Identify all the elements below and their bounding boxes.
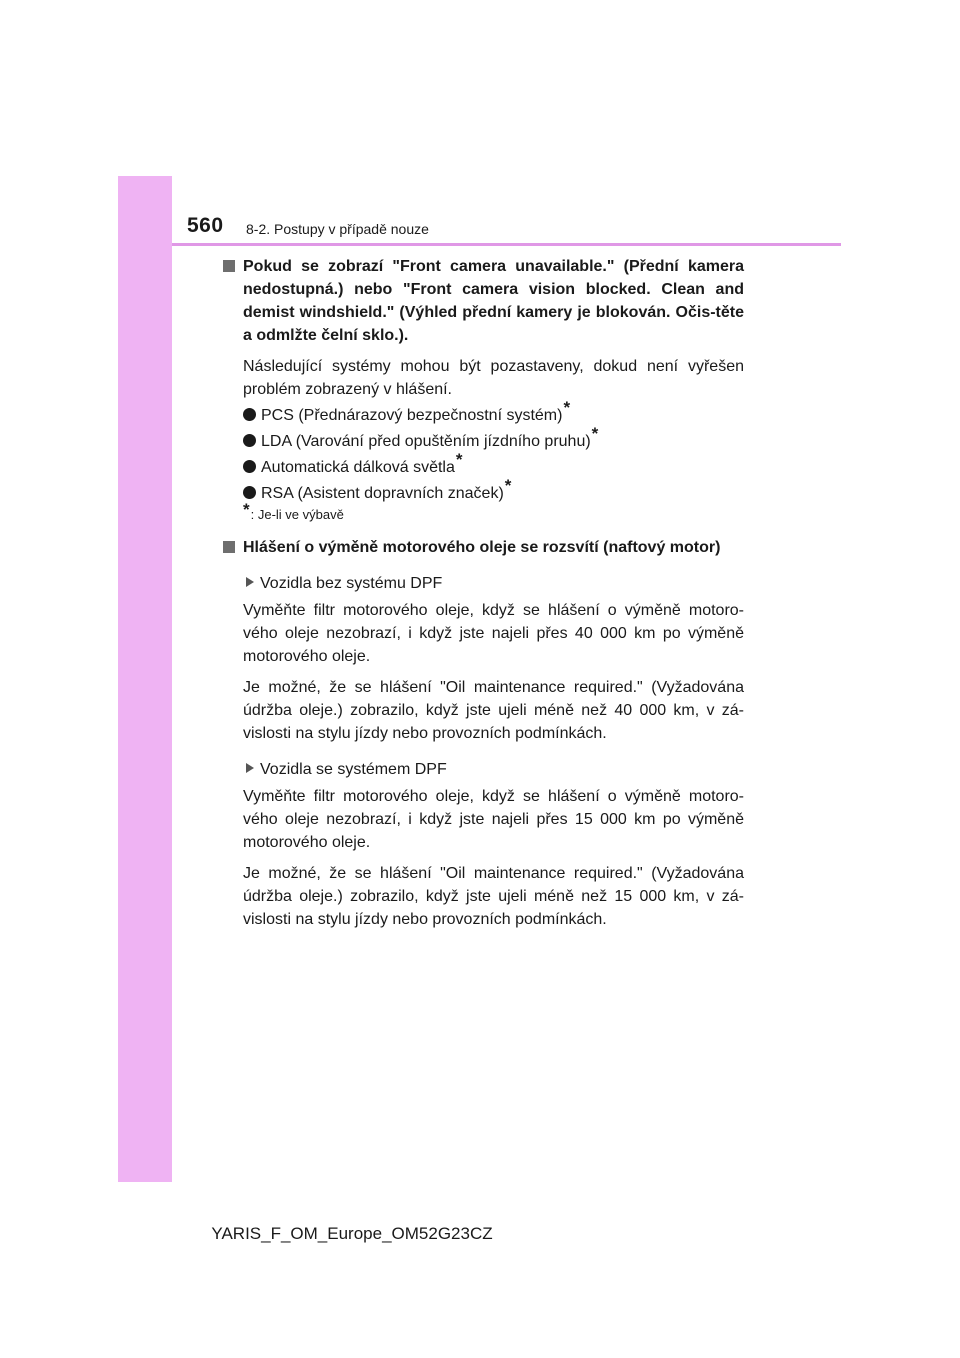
list-item <box>220 424 744 453</box>
list-item <box>220 450 744 479</box>
footnote-star: * <box>455 450 463 469</box>
square-bullet-icon <box>223 541 235 553</box>
square-bullet-icon <box>223 260 235 272</box>
footnote-star: * <box>591 424 599 443</box>
oil-change-heading-text: Hlášení o výměně motorového oleje se rozsvítí (naftový motor) <box>243 539 721 556</box>
subheading-text: Vozidla bez systému DPF <box>260 575 443 592</box>
round-bullet-icon <box>243 486 256 499</box>
page-content <box>220 255 744 931</box>
paragraph: Vyměňte filtr motorového oleje, když se hlášení o výměně motoro-vého oleje nezobrazí, i když jste najeli přes 15 000 km po výměně motorového oleje. <box>243 788 744 851</box>
paragraph: Je možné, že se hlášení "Oil maintenance required." (Vyžadována údržba oleje.) zobrazilo, když jste ujeli méně než 15 000 km, v zá-vislosti na stylu jízdy nebo provozních podmínkách. <box>243 865 744 928</box>
subheading-without-dpf <box>220 572 744 595</box>
header-rule <box>172 243 841 246</box>
section-title: 8-2. Postupy v případě nouze <box>246 221 429 237</box>
paragraph: Je možné, že se hlášení "Oil maintenance required." (Vyžadována údržba oleje.) zobrazilo, když jste ujeli méně než 40 000 km, v zá-vislosti na stylu jízdy nebo provozních podmínkách. <box>243 679 744 742</box>
footnote-star: * <box>563 398 571 417</box>
footnote <box>220 500 744 523</box>
footnote-text: : Je-li ve výbavě <box>250 507 344 522</box>
camera-warning-heading-text: Pokud se zobrazí "Front camera unavailable." (Přední kamera nedostupná.) nebo "Front camera vision blocked. Clean and demist windshield." (Výhled přední kamery je blokován. Očis-těte a odmlžte čelní sklo.). <box>243 258 744 344</box>
oil-change-heading <box>220 536 744 559</box>
round-bullet-icon <box>243 408 256 421</box>
document-code <box>0 1224 960 1244</box>
list-item-text: PCS (Přednárazový bezpečnostní systém) <box>261 407 563 424</box>
round-bullet-icon <box>243 434 256 447</box>
subheading-text: Vozidla se systémem DPF <box>260 761 447 778</box>
triangle-bullet-icon <box>246 763 254 773</box>
list-item-text: Automatická dálková světla <box>261 459 455 476</box>
document-code-text: YARIS_F_OM_Europe_OM52G23CZ <box>211 1224 493 1243</box>
camera-warning-intro: Následující systémy mohou být pozastaveny, dokud není vyřešen problém zobrazený v hlášení. <box>243 358 744 398</box>
round-bullet-icon <box>243 460 256 473</box>
footnote-star: * <box>243 500 250 519</box>
footnote-star: * <box>504 476 512 495</box>
subheading-with-dpf <box>220 758 744 781</box>
paragraph: Vyměňte filtr motorového oleje, když se hlášení o výměně motoro-vého oleje nezobrazí, i když jste najeli přes 40 000 km po výměně motorového oleje. <box>243 602 744 665</box>
list-item <box>220 476 744 505</box>
list-item-text: RSA (Asistent dopravních značek) <box>261 485 504 502</box>
list-item-text: LDA (Varování před opuštěním jízdního pruhu) <box>261 433 591 450</box>
list-item <box>220 398 744 427</box>
chapter-side-tab <box>118 176 172 1182</box>
triangle-bullet-icon <box>246 577 254 587</box>
camera-warning-heading <box>220 255 744 347</box>
page-number: 560 <box>187 214 224 237</box>
